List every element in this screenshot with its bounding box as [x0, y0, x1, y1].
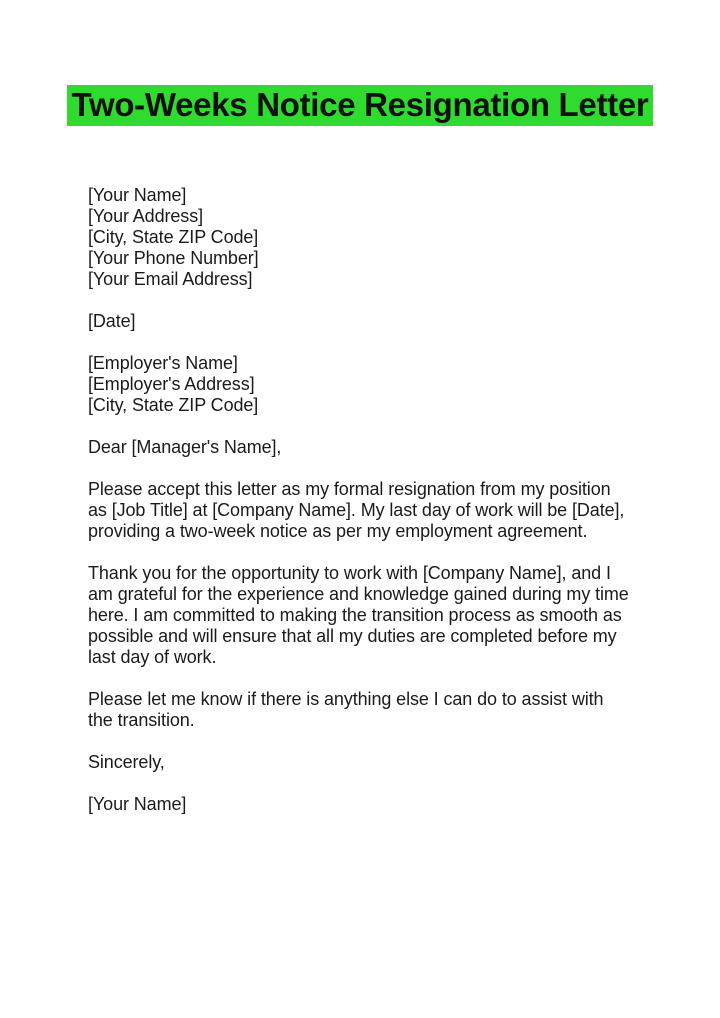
- closing-line: Sincerely,: [88, 752, 165, 772]
- closing-block: [88, 752, 633, 773]
- letter-title-highlighted-text: Two-Weeks Notice Resignation Letter: [67, 85, 654, 126]
- sender-city-state-zip-line: [City, State ZIP Code]: [88, 227, 259, 247]
- letter-body: [88, 185, 633, 836]
- sender-address-line: [Your Address]: [88, 206, 204, 226]
- employer-name-line: [Employer's Name]: [88, 353, 238, 373]
- sender-email-line: [Your Email Address]: [88, 269, 253, 289]
- date-block: [88, 311, 633, 332]
- sender-address-block: [88, 185, 633, 290]
- paragraph-resignation-statement: Please accept this letter as my formal resignation from my position as [Job Title] at [Company Name]. My last day of work will be [Date], providing a two-week notice as per my employment agreement.: [88, 479, 625, 541]
- signature-name-line: [Your Name]: [88, 794, 187, 814]
- employer-city-state-zip-line: [City, State ZIP Code]: [88, 395, 259, 415]
- sender-phone-line: [Your Phone Number]: [88, 248, 259, 268]
- recipient-address-block: [88, 353, 633, 416]
- letter-title: [0, 84, 720, 126]
- sender-name-line: [Your Name]: [88, 185, 187, 205]
- salutation-line: Dear [Manager's Name],: [88, 437, 282, 457]
- employer-address-line: [Employer's Address]: [88, 374, 255, 394]
- paragraph-gratitude-transition: Thank you for the opportunity to work with [Company Name], and I am grateful for the experience and knowledge gained during my time here. I am committed to making the transition process as smooth as possible and will ensure that all my duties are completed before my last day of work.: [88, 563, 629, 667]
- signature-block: [88, 794, 633, 815]
- salutation-block: [88, 437, 633, 458]
- date-line: [Date]: [88, 311, 136, 331]
- paragraph-assistance-offer: Please let me know if there is anything else I can do to assist with the transition.: [88, 689, 604, 730]
